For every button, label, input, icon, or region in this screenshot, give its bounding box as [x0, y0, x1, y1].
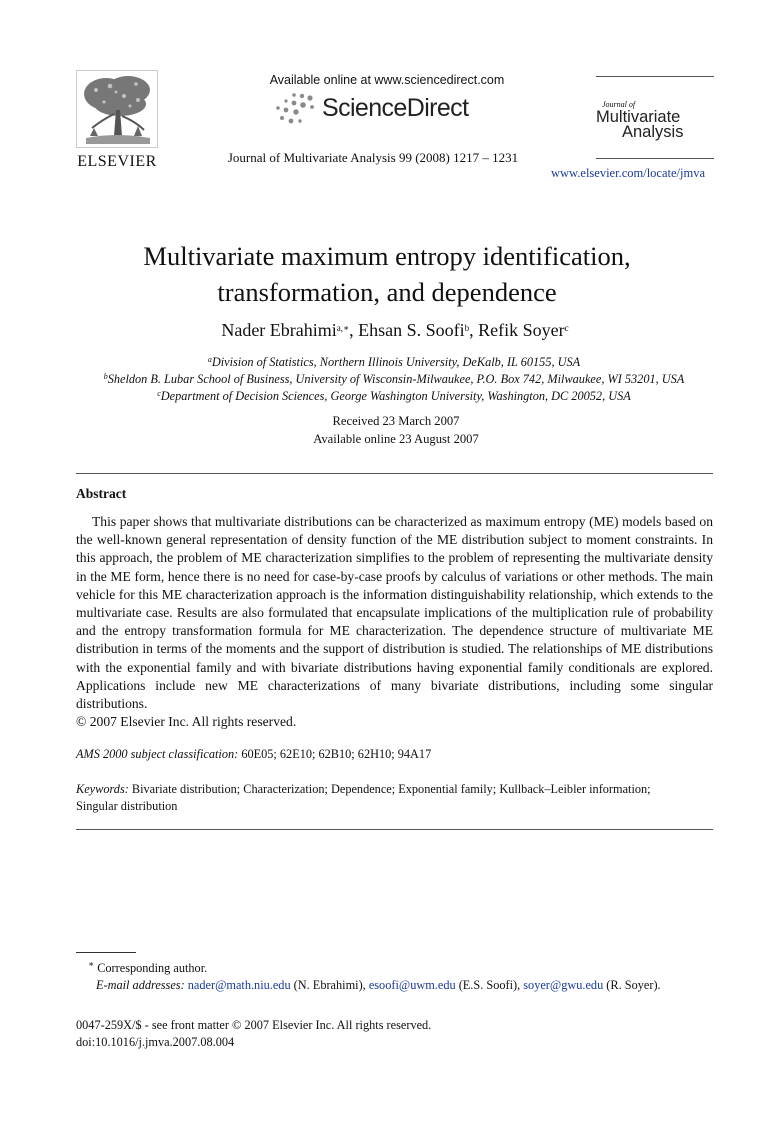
sciencedirect-wordmark: ScienceDirect: [322, 94, 469, 122]
author-name: Nader Ebrahimi: [221, 320, 337, 340]
keywords-text-2: Singular distribution: [76, 798, 178, 813]
affiliation-mark: b: [103, 372, 108, 381]
doi-line: doi:10.1016/j.jmva.2007.08.004: [76, 1035, 235, 1049]
keywords: [76, 781, 716, 814]
email-addresses: [96, 978, 661, 993]
ams-label: AMS 2000 subject classification:: [76, 747, 239, 761]
corresponding-text: Corresponding author.: [97, 961, 208, 975]
email-owner: (R. Soyer).: [603, 978, 661, 992]
journal-logo-bottom-rule: [596, 158, 714, 159]
sciencedirect-logo: [272, 92, 484, 126]
affiliations: [4, 354, 780, 405]
received-date: Received 23 March 2007: [332, 414, 460, 428]
author-list: [5, 320, 780, 341]
abstract-copyright: © 2007 Elsevier Inc. All rights reserved.: [76, 714, 297, 730]
author-3: [478, 320, 568, 340]
author-affil-mark: b: [464, 323, 470, 333]
available-online-line: Available online at www.sciencedirect.com: [269, 73, 505, 87]
title-line-2: transformation, and dependence: [217, 277, 557, 307]
affiliation-a: [4, 354, 780, 371]
journal-logo-line2: Analysis: [622, 123, 684, 141]
journal-url-link[interactable]: www.elsevier.com/locate/jmva: [551, 166, 705, 180]
author-separator: ,: [469, 320, 479, 340]
author-2: [358, 320, 478, 340]
author-1: [221, 320, 358, 340]
email-owner: (E.S. Soofi),: [455, 978, 524, 992]
affiliation-mark: a: [207, 355, 212, 364]
article-title: [0, 238, 777, 310]
affiliation-text: Department of Decision Sciences, George Washington University, Washington, DC 20052, USA: [160, 389, 631, 403]
ams-codes: 60E05; 62E10; 62B10; 62H10; 94A17: [241, 747, 432, 761]
keywords-label: Keywords:: [76, 782, 129, 796]
abstract-bottom-rule: [76, 829, 713, 830]
abstract-body: [76, 513, 713, 731]
journal-logo-line1: Multivariate: [596, 108, 681, 126]
email-link-soofi[interactable]: esoofi@uwm.edu: [368, 978, 456, 992]
email-owner: (N. Ebrahimi),: [290, 978, 369, 992]
available-date: Available online 23 August 2007: [313, 432, 479, 446]
abstract-paragraph: This paper shows that multivariate distributions can be characterized as maximum entropy (ME) models based on the well-known general representation of density function of the ME distribution subject to moment constraints. In this approach, the problem of ME characterization simplifies to the problem of representing the multivariate density in the ME form, hence there is no need for case-by-case proofs by calculus of variations or other methods. The main vehicle for this ME characterization approach is the information distinguishability relationship, which extends to the multivariate case. Results are also formulated that encapsulate implications of the multiplication rule of probability and the entropy transformation formula for ME characterization. The dependence structure of multivariate ME distribution in terms of the moments and the support of distribution is studied. The relationships of ME distributions with the exponential family and with bivariate distributions having exponential family conditionals are explored. Applications include new ME characterizations of many bivariate distributions, including some singular distributions.: [76, 514, 713, 712]
article-dates: [6, 412, 780, 448]
journal-logo-top-rule: [596, 76, 714, 77]
affiliation-text: Division of Statistics, Northern Illinois University, DeKalb, IL 60155, USA: [211, 355, 581, 369]
publisher-name: ELSEVIER: [77, 153, 157, 170]
issn-line: 0047-259X/$ - see front matter © 2007 Elsevier Inc. All rights reserved.: [76, 1018, 432, 1032]
abstract-heading: Abstract: [76, 486, 127, 501]
footnote-rule: [76, 952, 136, 953]
email-link-soyer[interactable]: soyer@gwu.edu: [523, 978, 604, 992]
journal-citation: Journal of Multivariate Analysis 99 (2008) 1217 – 1231: [227, 150, 519, 165]
corresponding-author-note: [88, 961, 207, 976]
affiliation-b: [4, 371, 780, 388]
title-line-1: Multivariate maximum entropy identification,: [143, 241, 631, 271]
journal-logo: [596, 100, 714, 140]
corresponding-mark: ∗: [88, 959, 95, 969]
author-name: Ehsan S. Soofi: [358, 320, 465, 340]
ams-classification: [76, 747, 431, 762]
author-affil-mark: a,∗: [336, 323, 350, 333]
keywords-text-1: Bivariate distribution; Characterization; Dependence; Exponential family; Kullback–Leibler information;: [131, 782, 651, 796]
keywords-line-1: [76, 781, 716, 798]
journal-of-label: Journal of: [602, 100, 636, 109]
affiliation-text: Sheldon B. Lubar School of Business, University of Wisconsin-Milwaukee, P.O. Box 742, Milwaukee, WI 53201, USA: [107, 372, 685, 386]
affiliation-mark: c: [157, 389, 161, 398]
email-label: E-mail addresses:: [96, 978, 185, 992]
author-separator: ,: [349, 320, 359, 340]
front-matter: [76, 1017, 431, 1051]
author-affil-mark: c: [564, 323, 569, 333]
affiliation-c: [4, 388, 780, 405]
sciencedirect-dots-icon: [272, 92, 322, 126]
email-link-ebrahimi[interactable]: nader@math.niu.edu: [187, 978, 291, 992]
author-name: Refik Soyer: [478, 320, 565, 340]
abstract-top-rule: [76, 473, 713, 474]
